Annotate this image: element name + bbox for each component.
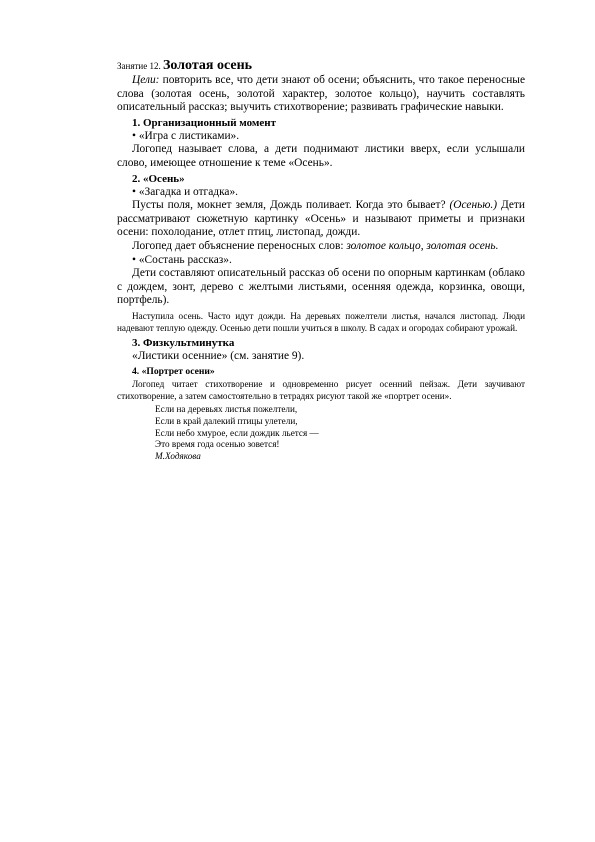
lesson-name: Золотая осень xyxy=(162,58,253,73)
poem-line: Если на деревьях листья пожелтели, xyxy=(155,404,298,415)
section-2-riddle-paragraph xyxy=(117,199,525,240)
lesson-title xyxy=(117,58,525,74)
poem-block xyxy=(155,404,525,462)
section-4-text: Логопед читает стихотворение и одновременно рисует осенний пейзаж. Дети заучивают стихотворение, а затем самостоятельно в тетрадях рисуют такой же «портрет осени». xyxy=(117,378,525,402)
section-1-text: Логопед называет слова, а дети поднимают листики вверх, если услышали слово, имеющее отношение к теме «Осень». xyxy=(117,143,525,169)
explain-text: Логопед дает объяснение переносных слов: xyxy=(132,239,347,252)
riddle-rest: Дети рассматривают сюжетную картинку «Осень» и называют приметы и признаки осени: похолодание, отлет птиц, листопад, дожди. xyxy=(117,199,526,239)
poem-line: Это время года осенью зовется! xyxy=(155,439,280,450)
goals-text: повторить все, что дети знают об осени; объяснить, что такое переносные слова (золотая осень, золотой характер, золотое кольцо), научить составлять описательный рассказ; выучить стихотворение; развивать графические навыки. xyxy=(117,74,525,114)
section-3-heading: 3. Физкультминутка xyxy=(132,337,235,350)
goals-label: Цели: xyxy=(132,74,160,86)
section-2-riddle-label: • «Загадка и отгадка». xyxy=(132,185,239,198)
poem-line: Если небо хмурое, если дождик льется — xyxy=(155,427,319,438)
riddle-answer: (Осенью.) xyxy=(449,199,497,212)
document-page xyxy=(117,58,525,462)
section-2-explain-paragraph xyxy=(117,240,525,254)
goals-paragraph xyxy=(117,74,525,115)
lesson-number: Занятие 12. xyxy=(117,61,163,71)
section-2-heading: 2. «Осень» xyxy=(132,172,185,185)
section-1-heading: 1. Организационный момент xyxy=(132,116,277,129)
poem-line: Если в край далекий птицы улетели, xyxy=(155,415,298,426)
riddle-text: Пусты поля, мокнет земля, Дождь поливает. Когда это бывает? xyxy=(132,199,450,212)
poem-author: М.Ходякова xyxy=(155,450,201,461)
section-4-heading: 4. «Портрет осени» xyxy=(132,365,215,377)
section-3-text: «Листики осенние» (см. занятие 9). xyxy=(132,350,305,363)
section-1-game: • «Игра с листиками». xyxy=(132,129,240,142)
section-2-story-text: Дети составляют описательный рассказ об осени по опорным картинкам (облако с дождем, зонт, дерево с желтыми листьями, осенняя одежда, корзинка, овощи, портфель). xyxy=(117,267,525,307)
explain-italic: золотое кольцо, золотая осень. xyxy=(346,239,499,252)
section-2-story-label: • «Состань рассказ». xyxy=(132,253,232,266)
section-2-sample-story: Наступила осень. Часто идут дожди. На деревьях пожелтели листья, начался листопад. Люди надевают теплую одежду. Осенью дети пошли учиться в школу. В садах и огородах собирают урожай. xyxy=(117,310,525,334)
